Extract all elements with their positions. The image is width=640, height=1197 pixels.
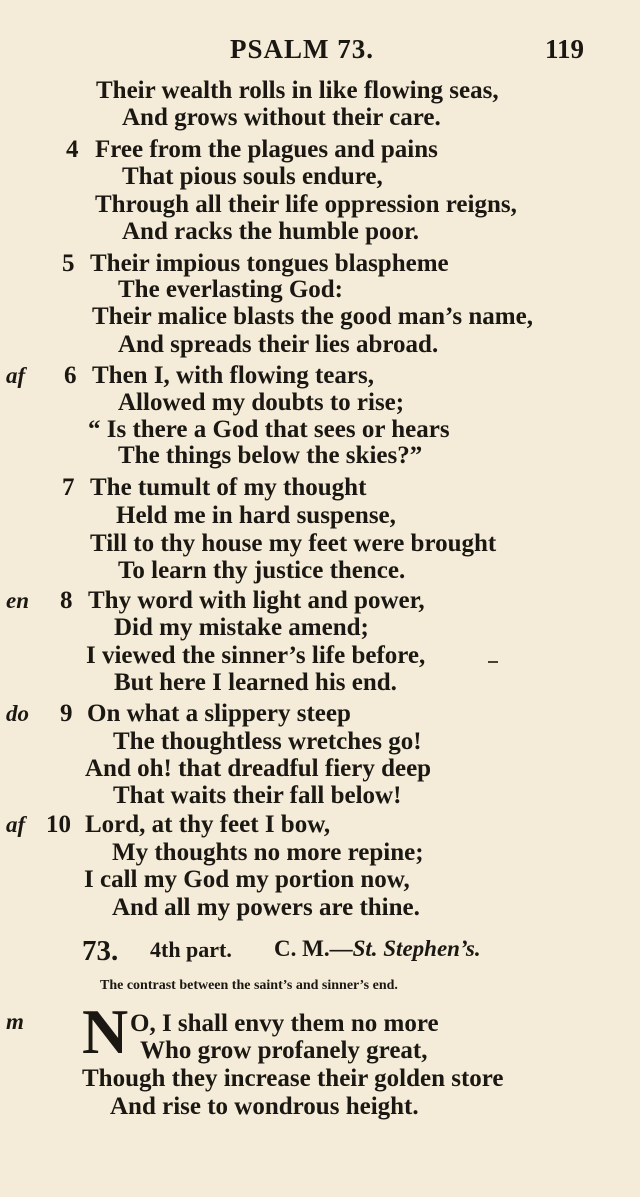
verse-line: And racks the humble poor. — [122, 218, 420, 245]
verse-number: 10 — [46, 811, 71, 838]
verse-number: 9 — [60, 700, 73, 727]
verse-line: Lord, at thy feet I bow, — [85, 811, 331, 838]
hymn-number: 73. — [82, 935, 119, 967]
tune-mark: en — [6, 588, 29, 613]
verse-number: 8 — [60, 587, 73, 614]
verse-number: 7 — [62, 474, 75, 501]
drop-cap: N — [82, 996, 129, 1067]
verse-line: Held me in hard suspense, — [116, 502, 396, 529]
verse-line: And all my powers are thine. — [112, 894, 420, 921]
verse-line: The tumult of my thought — [90, 474, 367, 501]
tune-mark: do — [6, 701, 29, 726]
verse-line: “ Is there a God that sees or hears — [88, 416, 450, 443]
verse-line: Through all their life oppression reigns, — [95, 191, 517, 218]
tune-name: St. Stephen’s. — [352, 936, 481, 961]
verse-line: Till to thy house my feet were brought — [90, 530, 497, 557]
part-label: 4th part. — [150, 937, 232, 962]
verse-line: The thoughtless wretches go! — [113, 728, 422, 755]
meter-label: C. M.— — [274, 936, 353, 961]
verse-line: I call my God my portion now, — [84, 866, 410, 893]
meter-and-tune — [274, 936, 481, 962]
verse-line: That pious souls endure, — [122, 163, 383, 190]
verse-number: 4 — [66, 136, 79, 163]
verse-line: And grows without their care. — [122, 104, 441, 131]
printer-mark — [488, 661, 498, 663]
verse-line: On what a slippery steep — [87, 700, 351, 727]
tune-mark: af — [6, 812, 26, 837]
verse-line: O, I shall envy them no more — [130, 1010, 439, 1037]
tune-mark: af — [6, 363, 26, 388]
page-header — [0, 34, 640, 70]
verse-line: Thy word with light and power, — [88, 587, 425, 614]
verse-line: But here I learned his end. — [114, 669, 397, 696]
hymn-subject: The contrast between the saint’s and sinner’s end. — [100, 978, 398, 993]
tune-mark: m — [6, 1009, 24, 1034]
page-number: 119 — [545, 34, 585, 64]
verse-line: Who grow profanely great, — [140, 1037, 428, 1064]
verse-line: Then I, with flowing tears, — [92, 362, 374, 389]
verse-line: Free from the plagues and pains — [95, 136, 438, 163]
verse-line: I viewed the sinner’s life before, — [86, 642, 426, 669]
verse-line: That waits their fall below! — [113, 782, 402, 809]
verse-line: My thoughts no more repine; — [112, 839, 424, 866]
verse-line: And oh! that dreadful fiery deep — [85, 755, 432, 782]
verse-line: Did my mistake amend; — [114, 614, 369, 641]
verse-number: 5 — [62, 250, 75, 277]
verse-number: 6 — [64, 362, 77, 389]
verse-line: And spreads their lies abroad. — [118, 331, 439, 358]
verse-line: Their wealth rolls in like flowing seas, — [96, 77, 499, 104]
verse-line: The everlasting God: — [118, 276, 343, 303]
verse-line: To learn thy justice thence. — [118, 557, 406, 584]
verse-line: The things below the skies?” — [118, 442, 423, 469]
verse-line: Their malice blasts the good man’s name, — [92, 303, 533, 330]
verse-line: Though they increase their golden store — [82, 1065, 504, 1092]
verse-line: Their impious tongues blaspheme — [90, 250, 449, 277]
hymn-heading — [0, 935, 640, 967]
verse-line: And rise to wondrous height. — [110, 1093, 419, 1120]
verse-line: Allowed my doubts to rise; — [118, 389, 405, 416]
running-title: PSALM 73. — [230, 34, 374, 64]
